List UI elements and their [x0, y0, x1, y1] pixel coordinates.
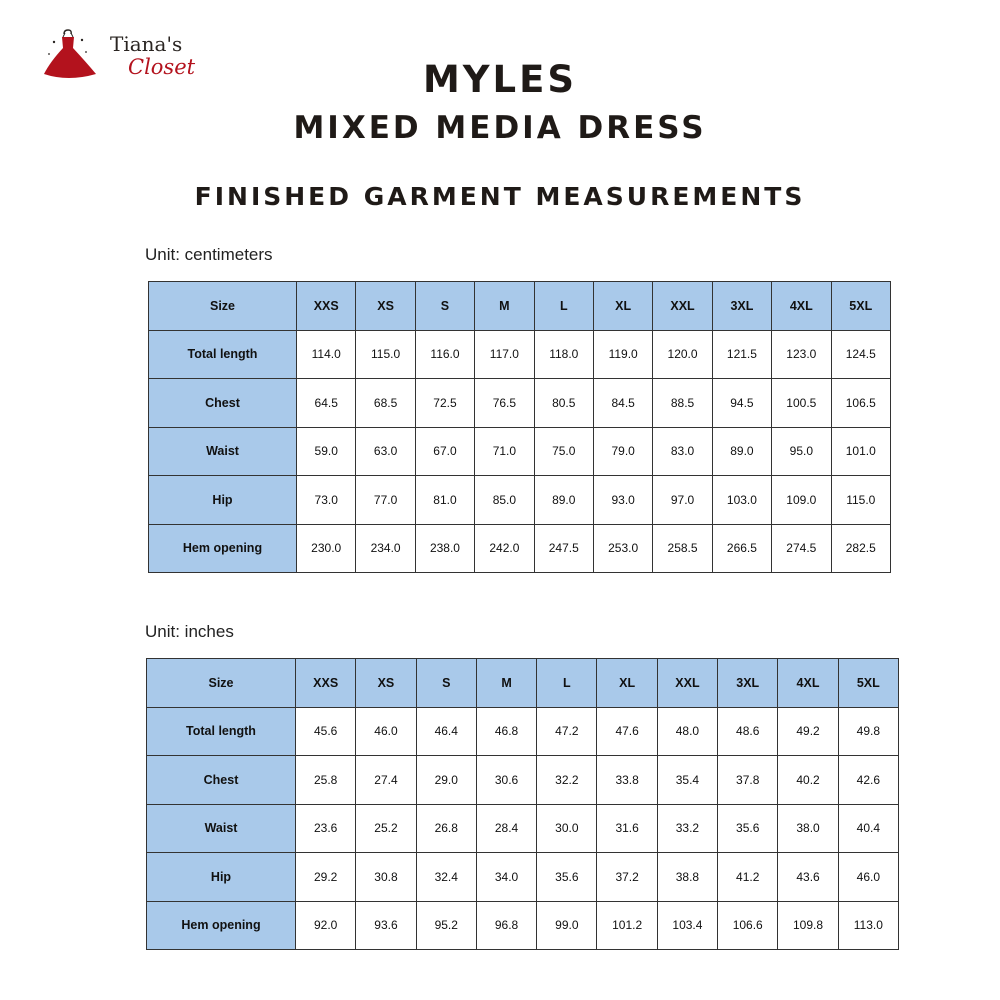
table-cell: 40.2	[778, 756, 838, 805]
table-cell: 49.8	[838, 707, 898, 756]
size-header-cell: Size	[149, 282, 297, 331]
table-cell: 120.0	[653, 330, 712, 379]
row-label: Hem opening	[147, 901, 296, 950]
table-cell: 95.0	[772, 427, 831, 476]
size-column-header: 5XL	[831, 282, 890, 331]
table-cell: 253.0	[593, 524, 652, 573]
table-cell: 242.0	[475, 524, 534, 573]
table-cell: 35.6	[537, 853, 597, 902]
row-label: Total length	[147, 707, 296, 756]
size-column-header: XS	[356, 282, 415, 331]
size-column-header: XL	[593, 282, 652, 331]
table-cell: 31.6	[597, 804, 657, 853]
table-cell: 95.2	[416, 901, 476, 950]
measurement-table-centimeters	[148, 281, 891, 573]
table-cell: 28.4	[476, 804, 536, 853]
table-cell: 47.2	[537, 707, 597, 756]
table-cell: 30.0	[537, 804, 597, 853]
size-column-header: S	[416, 659, 476, 708]
table-cell: 76.5	[475, 379, 534, 428]
size-column-header: 5XL	[838, 659, 898, 708]
measurement-table-inches	[146, 658, 899, 950]
table-cell: 48.0	[657, 707, 717, 756]
table-cell: 121.5	[712, 330, 771, 379]
page-subtitle: MIXED MEDIA DRESS	[293, 110, 707, 146]
row-label: Chest	[147, 756, 296, 805]
table-cell: 67.0	[415, 427, 474, 476]
table-cell: 30.6	[476, 756, 536, 805]
table-cell: 80.5	[534, 379, 593, 428]
table-cell: 84.5	[593, 379, 652, 428]
table-cell: 258.5	[653, 524, 712, 573]
table-cell: 47.6	[597, 707, 657, 756]
size-column-header: M	[475, 282, 534, 331]
table-cell: 109.8	[778, 901, 838, 950]
table-cell: 106.6	[718, 901, 778, 950]
table-cell: 101.0	[831, 427, 890, 476]
table-row	[149, 427, 891, 476]
size-column-header: XXL	[657, 659, 717, 708]
table-cell: 29.0	[416, 756, 476, 805]
table-cell: 72.5	[415, 379, 474, 428]
table-row	[149, 476, 891, 525]
table-cell: 45.6	[296, 707, 356, 756]
brand-name-line1: Tiana's	[110, 32, 183, 56]
table-cell: 89.0	[534, 476, 593, 525]
size-column-header: XXS	[297, 282, 356, 331]
table-cell: 37.8	[718, 756, 778, 805]
table-cell: 93.6	[356, 901, 416, 950]
table-row	[149, 379, 891, 428]
table-cell: 79.0	[593, 427, 652, 476]
table-cell: 68.5	[356, 379, 415, 428]
row-label: Total length	[149, 330, 297, 379]
size-column-header: XL	[597, 659, 657, 708]
table-cell: 117.0	[475, 330, 534, 379]
brand-name-line2: Closet	[128, 55, 196, 79]
table-cell: 92.0	[296, 901, 356, 950]
table-cell: 100.5	[772, 379, 831, 428]
unit-label-inches: Unit: inches	[145, 622, 234, 641]
table-cell: 25.8	[296, 756, 356, 805]
table-cell: 96.8	[476, 901, 536, 950]
table-cell: 230.0	[297, 524, 356, 573]
table-cell: 42.6	[838, 756, 898, 805]
size-column-header: 3XL	[712, 282, 771, 331]
row-label: Hem opening	[149, 524, 297, 573]
row-label: Chest	[149, 379, 297, 428]
size-column-header: S	[415, 282, 474, 331]
table-cell: 49.2	[778, 707, 838, 756]
size-column-header: XXS	[296, 659, 356, 708]
table-cell: 46.4	[416, 707, 476, 756]
table-row	[147, 901, 899, 950]
table-cell: 46.8	[476, 707, 536, 756]
table-cell: 247.5	[534, 524, 593, 573]
table-cell: 282.5	[831, 524, 890, 573]
table-cell: 64.5	[297, 379, 356, 428]
table-cell: 124.5	[831, 330, 890, 379]
row-label: Hip	[147, 853, 296, 902]
table-cell: 115.0	[356, 330, 415, 379]
table-header-row	[147, 659, 899, 708]
table-cell: 46.0	[356, 707, 416, 756]
table-cell: 83.0	[653, 427, 712, 476]
size-column-header: XS	[356, 659, 416, 708]
table-cell: 266.5	[712, 524, 771, 573]
table-row	[147, 707, 899, 756]
table-cell: 116.0	[415, 330, 474, 379]
table-cell: 32.2	[537, 756, 597, 805]
table-cell: 109.0	[772, 476, 831, 525]
table-cell: 34.0	[476, 853, 536, 902]
table-row	[149, 524, 891, 573]
table-cell: 81.0	[415, 476, 474, 525]
table-cell: 119.0	[593, 330, 652, 379]
table-cell: 93.0	[593, 476, 652, 525]
size-column-header: L	[537, 659, 597, 708]
table-cell: 59.0	[297, 427, 356, 476]
size-column-header: 4XL	[772, 282, 831, 331]
size-column-header: XXL	[653, 282, 712, 331]
table-cell: 238.0	[415, 524, 474, 573]
table-cell: 27.4	[356, 756, 416, 805]
section-title: FINISHED GARMENT MEASUREMENTS	[194, 182, 806, 211]
table-cell: 43.6	[778, 853, 838, 902]
size-header-cell: Size	[147, 659, 296, 708]
table-cell: 234.0	[356, 524, 415, 573]
table-cell: 101.2	[597, 901, 657, 950]
table-cell: 115.0	[831, 476, 890, 525]
table-cell: 77.0	[356, 476, 415, 525]
table-cell: 71.0	[475, 427, 534, 476]
table-row	[147, 853, 899, 902]
table-cell: 123.0	[772, 330, 831, 379]
table-cell: 46.0	[838, 853, 898, 902]
table-cell: 97.0	[653, 476, 712, 525]
table-cell: 113.0	[838, 901, 898, 950]
row-label: Waist	[149, 427, 297, 476]
page-title: MYLES	[422, 58, 578, 101]
row-label: Hip	[149, 476, 297, 525]
table-cell: 40.4	[838, 804, 898, 853]
row-label: Waist	[147, 804, 296, 853]
table-cell: 35.6	[718, 804, 778, 853]
table-cell: 89.0	[712, 427, 771, 476]
table-cell: 118.0	[534, 330, 593, 379]
table-cell: 75.0	[534, 427, 593, 476]
table-cell: 274.5	[772, 524, 831, 573]
size-column-header: L	[534, 282, 593, 331]
size-column-header: M	[476, 659, 536, 708]
table-row	[149, 330, 891, 379]
table-cell: 73.0	[297, 476, 356, 525]
size-column-header: 4XL	[778, 659, 838, 708]
table-cell: 94.5	[712, 379, 771, 428]
table-cell: 26.8	[416, 804, 476, 853]
table-cell: 37.2	[597, 853, 657, 902]
table-cell: 41.2	[718, 853, 778, 902]
table-cell: 103.0	[712, 476, 771, 525]
table-cell: 114.0	[297, 330, 356, 379]
table-cell: 48.6	[718, 707, 778, 756]
unit-label-centimeters: Unit: centimeters	[145, 245, 273, 264]
table-cell: 103.4	[657, 901, 717, 950]
table-header-row	[149, 282, 891, 331]
table-cell: 30.8	[356, 853, 416, 902]
table-cell: 35.4	[657, 756, 717, 805]
table-cell: 33.8	[597, 756, 657, 805]
table-cell: 106.5	[831, 379, 890, 428]
table-cell: 88.5	[653, 379, 712, 428]
table-row	[147, 804, 899, 853]
table-cell: 38.8	[657, 853, 717, 902]
table-cell: 23.6	[296, 804, 356, 853]
table-row	[147, 756, 899, 805]
table-cell: 29.2	[296, 853, 356, 902]
table-cell: 85.0	[475, 476, 534, 525]
size-column-header: 3XL	[718, 659, 778, 708]
table-cell: 63.0	[356, 427, 415, 476]
table-cell: 33.2	[657, 804, 717, 853]
table-cell: 32.4	[416, 853, 476, 902]
table-cell: 99.0	[537, 901, 597, 950]
table-cell: 25.2	[356, 804, 416, 853]
table-cell: 38.0	[778, 804, 838, 853]
